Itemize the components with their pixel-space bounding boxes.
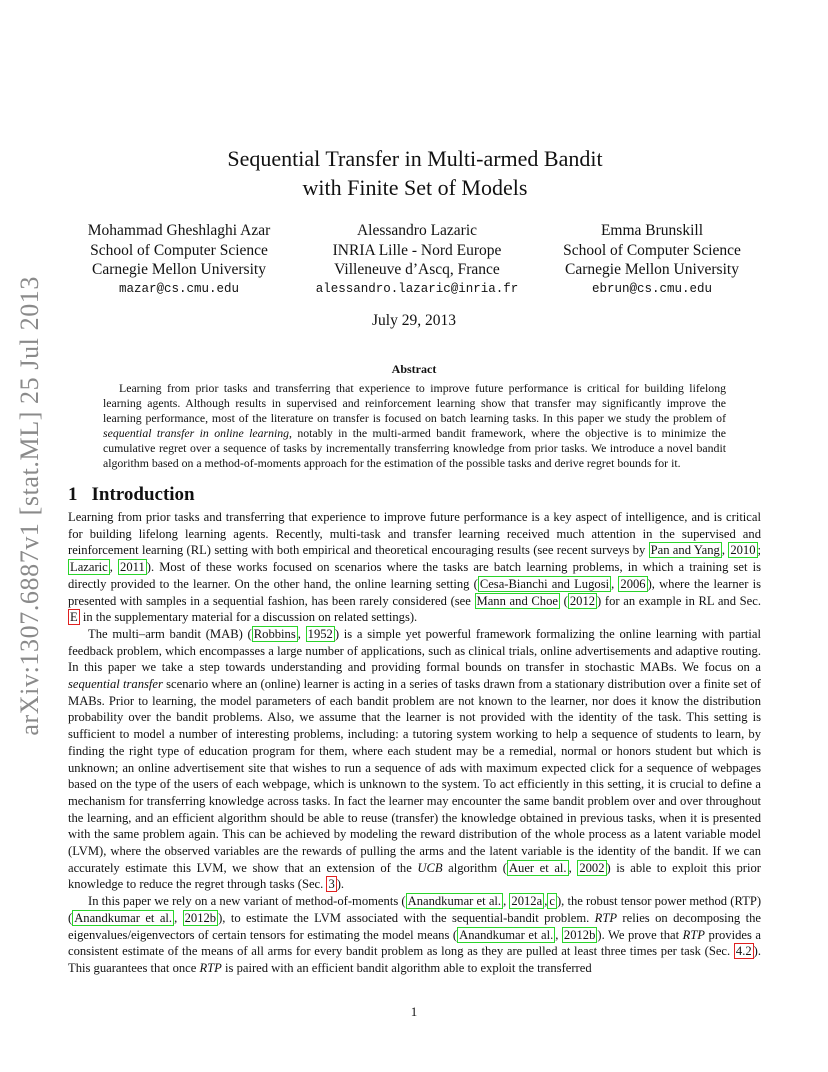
paragraph-2: The multi–arm bandit (MAB) ( Robbins , 1952 ) is a simple yet powerful framework formalizing the online learning with partial feedback problem, which encompasses a large number of applications, such as clinical trials, online advertisements and adaptive routing. In this paper we take a step towards understanding and providing formal bounds on transfer in stochastic MABs. We focus on a sequential transfer scenario where an (online) learner is acting in a series of tasks drawn from a stationary distribution over a finite set of MABs. Prior to learning, the model parameters of each bandit problem are not known to the learner, nor does it know the distribution probability over the bandit problems. Also, we assume that the learner is not provided with the identity of the task. This setting is sufficient to model a number of interesting problems, including: a tutoring system working to help a sequence of students to learn, by finding the right type of education program for them, where each student may be a remedial, normal or honors student but which is unknown; an online advertisement site that wishes to run a sequence of ads with maximum expected click for a sequence of webpages based on the type of the users of each webpage, which is unknown to the system. To act efficiently in this setting, it is crucial to define a mechanism for transferring knowledge across tasks. In fact the learner may encounter the same bandit problem over and over throughout the learning, and an efficient algorithm should be able to reuse (transfer) the knowledge obtained in previous tasks, when it is presented with the same problem again. This can be achieved by modeling the reward distribution of the whole process as a latent variable model (LVM), where the observed variables are the rewards of pulling the arms and the latent variable is the identity of the bandit. If we can accurately estimate this LVM, we show that an extension of the UCB algorithm ( Auer et al. , 2002 ) is able to exploit this prior knowledge to reduce the regret through tasks (Sec. 3 ). — [68, 626, 761, 892]
author-institution: Carnegie Mellon University — [92, 261, 266, 278]
citation-link[interactable]: Mann and Choe — [476, 593, 558, 608]
paragraph-3: In this paper we rely on a new variant of method-of-moments ( Anandkumar et al. , 2012a , c ), the robust tensor power method (RTP) ( Anandkumar et al. , 2012b ), to estimate the LVM associated with the sequential-bandit problem. RTP relies on decomposing the eigenvalues/eigenvectors of certain tensors for estimating the model means ( Anandkumar et al. , 2012b ). We prove that RTP provides a consistent estimate of the means of all arms for every bandit problem as long as they are pulled at least three times per task (Sec. 4.2 ). This guarantees that once RTP is paired with an efficient bandit algorithm able to exploit the transferred — [68, 894, 762, 975]
citation-link[interactable]: Anandkumar et al. — [407, 894, 502, 909]
page-number: 1 — [410, 1004, 418, 1019]
citation-link[interactable]: Anandkumar et al. — [459, 927, 554, 942]
citation-link[interactable]: Cesa-Bianchi and Lugosi — [479, 576, 610, 591]
citation-link[interactable]: Auer et al. — [508, 860, 567, 875]
author-name: Mohammad Gheshlaghi Azar — [87, 222, 271, 239]
author-email: ebrun@cs.cmu.edu — [591, 281, 713, 296]
citation-link[interactable]: 1952 — [307, 626, 333, 641]
citation-link[interactable]: 2011 — [120, 560, 145, 575]
author-institution: Carnegie Mellon University — [565, 261, 739, 278]
author-1 — [54, 221, 304, 299]
citation-link[interactable]: c — [549, 894, 555, 909]
author-affiliation: School of Computer Science — [90, 241, 268, 259]
citation-link[interactable]: Pan and Yang — [650, 543, 720, 558]
author-name: Alessandro Lazaric — [356, 222, 478, 239]
abstract-heading: Abstract — [391, 362, 437, 376]
paper-title — [100, 144, 730, 202]
section-heading — [68, 484, 195, 506]
body-text — [68, 509, 761, 977]
author-3 — [527, 221, 777, 299]
section-link[interactable]: E — [70, 610, 78, 625]
title-line-1: Sequential Transfer in Multi-armed Bandit — [227, 146, 603, 171]
author-2 — [292, 221, 542, 299]
arxiv-identifier — [13, 256, 47, 756]
citation-link[interactable]: 2012b — [184, 910, 217, 925]
author-affiliation: INRIA Lille - Nord Europe — [332, 241, 502, 259]
citation-link[interactable]: 2006 — [620, 576, 646, 591]
section-link[interactable]: 3 — [328, 877, 335, 892]
author-institution: Villeneuve d’Ascq, France — [334, 261, 500, 278]
author-affiliation: School of Computer Science — [563, 241, 741, 259]
paragraph-1: Learning from prior tasks and transferring that experience to improve future performance is a key aspect of intelligence, and is critical for building lifelong learning agents. Recently, multi-task and transfer learning received much attention in the supervised and reinforcement learning (RL) setting with both empirical and theoretical encouraging results (see recent surveys by Pan and Yang , 2010 ; Lazaric , 2011 ). Most of these works focused on scenarios where the tasks are batch learning problems, in which a training set is directly provided to the learner. On the other hand, the online learning setting ( Cesa-Bianchi and Lugosi , 2006 ), where the learner is presented with samples in a sequential fashion, has been rarely considered (see Mann and Choe ( 2012 ) for an example in RL and Sec. E in the supplementary material for a discussion on related settings). — [68, 510, 762, 625]
citation-link[interactable]: 2010 — [730, 543, 756, 558]
citation-link[interactable]: Anandkumar et al. — [74, 910, 173, 925]
paper-date: July 29, 2013 — [372, 312, 456, 329]
citation-link[interactable]: 2012a — [511, 894, 543, 909]
citation-link[interactable]: 2012b — [563, 927, 596, 942]
author-name: Emma Brunskill — [600, 222, 704, 239]
citation-link[interactable]: 2002 — [579, 860, 605, 875]
citation-link[interactable]: 2012 — [569, 593, 596, 608]
section-title: Introduction — [91, 484, 195, 505]
author-email: mazar@cs.cmu.edu — [118, 281, 240, 296]
abstract-text: Learning from prior tasks and transferring that experience to improve future performance is critical for building lifelong learning agents. Although results in supervised and reinforcement learning show that transfer may significantly improve the learning performance, most of the literature on transfer is focused on batch learning tasks. In this paper we study the problem of sequential transfer in online learning, notably in the multi-armed bandit framework, where the objective is to minimize the cumulative regret over a sequence of tasks by incrementally transferring knowledge from prior tasks. We introduce a novel bandit algorithm based on a method-of-moments approach for the estimation of the possible tasks and derive regret bounds for it. — [103, 381, 726, 471]
title-line-2: with Finite Set of Models — [302, 175, 528, 200]
section-link[interactable]: 4.2 — [735, 944, 752, 959]
section-number: 1 — [68, 484, 78, 505]
author-block — [0, 221, 828, 301]
citation-link[interactable]: Lazaric — [70, 560, 108, 575]
arxiv-identifier-text: arXiv:1307.6887v1 [stat.ML] 25 Jul 2013 — [15, 276, 44, 736]
author-email: alessandro.lazaric@inria.fr — [315, 281, 519, 296]
citation-link[interactable]: Robbins — [253, 626, 296, 641]
